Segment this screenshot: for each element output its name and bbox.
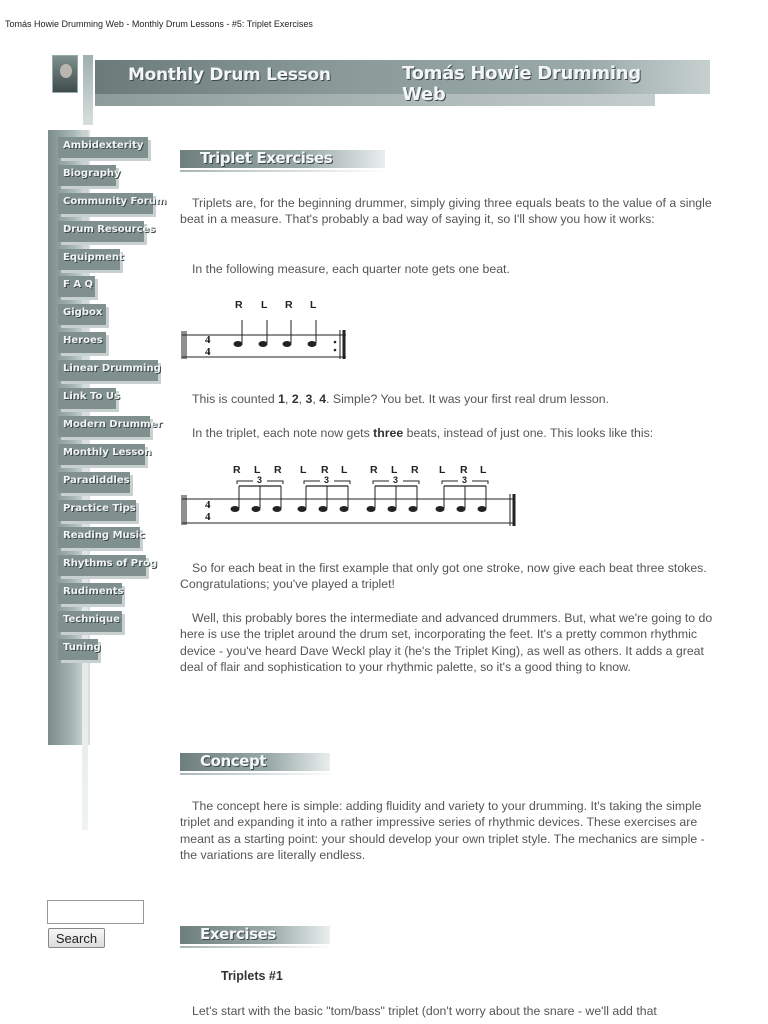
sticking-letter: R — [460, 464, 468, 476]
triplet-marker: 3 — [393, 475, 399, 485]
sticking-letter: R — [235, 299, 243, 311]
sticking-letter: L — [480, 464, 487, 476]
header-site-title[interactable]: Tomás Howie Drumming Web — [402, 63, 641, 105]
sticking-letter: R — [274, 464, 282, 476]
sidebar-item-ambidexterity[interactable]: Ambidexterity — [58, 137, 148, 158]
sidebar-item-biography[interactable]: Biography — [58, 165, 116, 186]
sidebar-item-link-to-us[interactable]: Link To Us — [58, 388, 116, 409]
section-heading-text: Exercises — [200, 925, 276, 943]
sidebar-item-drum-resources[interactable]: Drum Resources — [58, 221, 144, 242]
paragraph-concept: The concept here is simple: adding fluidity and variety to your drumming. It's taking the simple triplet and expanding it into a rather impressive series of rhythmic devices. These exercises are meant as a starting point: your should develop your own triplet style. The mechanics are simple - the variations are literally endless. — [180, 799, 705, 863]
sidebar-item-rudiments[interactable]: Rudiments — [58, 583, 122, 604]
svg-text:4: 4 — [205, 499, 211, 511]
paragraph-triplet-intro: In the triplet, each note now gets three beats, instead of just one. This looks like this: — [192, 426, 654, 440]
sticking-letter: L — [439, 464, 446, 476]
paragraph-exercise-1: Let's start with the basic "tom/bass" triplet (don't worry about the snare - we'll add that — [192, 1004, 657, 1018]
triplet-notation — [180, 462, 520, 528]
paragraph-counted: This is counted 1, 2, 3, 4. Simple? You bet. It was your first real drum lesson. — [192, 392, 609, 406]
sidebar-item-heroes[interactable]: Heroes — [58, 332, 106, 353]
sticking-letter: L — [341, 464, 348, 476]
section-heading-text: Concept — [200, 752, 267, 770]
sidebar-item-tuning[interactable]: Tuning — [58, 639, 98, 660]
sticking-letter: L — [261, 299, 268, 311]
sidebar-item-monthly-lesson[interactable]: Monthly Lesson — [58, 444, 145, 465]
triplet-marker: 3 — [462, 475, 468, 485]
sticking-letter: L — [310, 299, 317, 311]
exercise-subheading: Triplets #1 — [221, 969, 283, 983]
sticking-letter: L — [300, 464, 307, 476]
sticking-letter: L — [391, 464, 398, 476]
browser-tab-title: Tomás Howie Drumming Web - Monthly Drum Lessons - #5: Triplet Exercises — [5, 19, 313, 29]
paragraph-quarter-note: In the following measure, each quarter note gets one beat. — [192, 262, 510, 276]
svg-text:4: 4 — [205, 511, 211, 523]
sidebar-nav — [58, 137, 167, 667]
sidebar-item-equipment[interactable]: Equipment — [58, 249, 120, 270]
section-heading-text: Triplet Exercises — [200, 149, 333, 167]
search-input[interactable] — [47, 900, 144, 924]
section-heading-concept — [180, 749, 335, 775]
quarter-note-notation — [180, 297, 350, 361]
quarter-note-staff — [180, 297, 350, 361]
triplet-marker: 3 — [324, 475, 330, 485]
sidebar-item-practice-tips[interactable]: Practice Tips — [58, 500, 136, 521]
paragraph-intro: Triplets are, for the beginning drummer, simply giving three equals beats to the value of a single beat in a measure. That's probably a bad way of saying it, so I'll show you how it works: — [180, 196, 712, 227]
author-photo — [52, 55, 78, 93]
header-lesson-title: Monthly Drum Lesson — [128, 65, 331, 85]
sticking-letter: R — [233, 464, 241, 476]
svg-text:4: 4 — [205, 334, 211, 346]
paragraph-stokes: So for each beat in the first example that only got one stroke, now give each beat three stokes. Congratulations; you've played a triplet! — [180, 561, 707, 592]
sidebar-item-rhythms-of-prog[interactable]: Rhythms of Prog — [58, 555, 146, 576]
sticking-letter: R — [411, 464, 419, 476]
svg-text:4: 4 — [205, 346, 211, 358]
sticking-letter: R — [285, 299, 293, 311]
paragraph-weckl: Well, this probably bores the intermediate and advanced drummers. But, what we're going to do here is use the triplet around the drum set, incorporating the feet. It's a pretty common rhythmic device - you've heard Dave Weckl play it (he's the Triplet King), as well as others. It adds a great deal of flair and sophistication to your rhythmic palette, so it's a good thing to know. — [180, 611, 713, 675]
sticking-letter: R — [321, 464, 329, 476]
sidebar-item-community-forum[interactable]: Community Forum — [58, 193, 153, 214]
sidebar-item-modern-drummer[interactable]: Modern Drummer — [58, 416, 150, 437]
triplet-marker: 3 — [257, 475, 263, 485]
sticking-letter: R — [370, 464, 378, 476]
sidebar-item-reading-music[interactable]: Reading Music — [58, 527, 140, 548]
section-heading-triplet-exercises — [180, 146, 390, 172]
sidebar-item-technique[interactable]: Technique — [58, 611, 122, 632]
section-heading-exercises — [180, 922, 335, 948]
sidebar-item-faq[interactable]: F A Q — [58, 276, 95, 297]
site-header — [50, 55, 670, 125]
sticking-letter: L — [254, 464, 261, 476]
sidebar-item-linear-drumming[interactable]: Linear Drumming — [58, 360, 158, 381]
search-button[interactable]: Search — [48, 928, 105, 948]
sidebar-item-gigbox[interactable]: Gigbox — [58, 304, 106, 325]
triplet-brackets — [180, 475, 520, 499]
sidebar-item-paradiddles[interactable]: Paradiddles — [58, 472, 130, 493]
